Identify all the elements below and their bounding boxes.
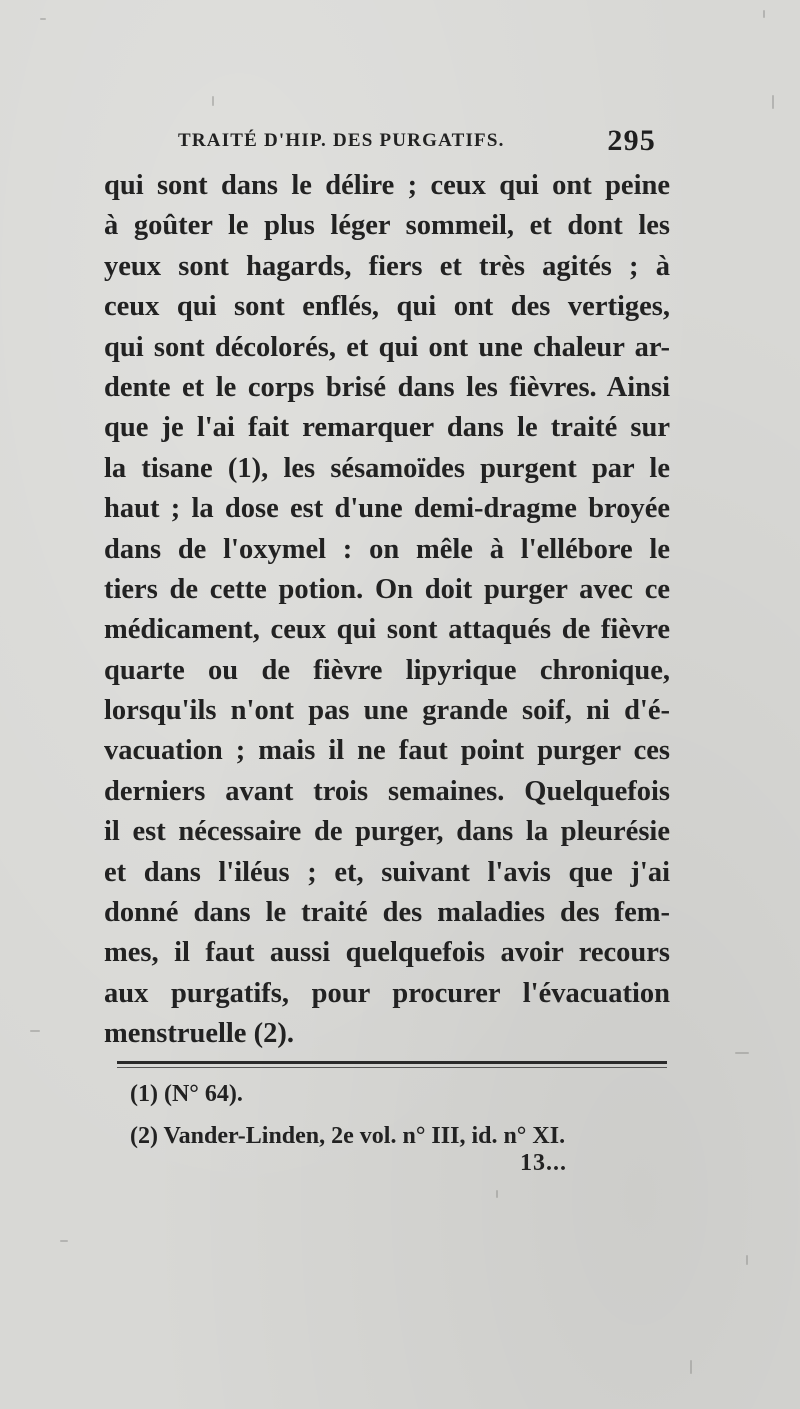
text-line: quarte ou de fièvre lipyrique chronique, (104, 654, 670, 686)
text-line: médicament, ceux qui sont attaqués de fièvre (104, 614, 670, 646)
text-line: derniers avant trois semaines. Quelquefois (104, 775, 670, 807)
paper-speck (496, 1190, 498, 1198)
footnote-rule-thin (117, 1067, 667, 1068)
paper-speck (772, 95, 774, 109)
text-line: mes, il faut aussi quelquefois avoir recours (104, 937, 670, 969)
text-line: la tisane (1), les sésamoïdes purgent par le (104, 452, 670, 484)
text-line: dans de l'oxymel : on mêle à l'ellébore le (104, 533, 670, 565)
footnote-rule (117, 1061, 667, 1064)
paper-speck (60, 1240, 68, 1242)
text-line: qui sont décolorés, et qui ont une chaleur ar- (104, 331, 670, 363)
paper-speck (746, 1255, 748, 1265)
text-line: vacuation ; mais il ne faut point purger ces (104, 735, 670, 767)
paper-speck (763, 10, 765, 18)
paper-speck (30, 1030, 40, 1032)
catchword: 13... (520, 1150, 567, 1176)
text-line: dente et le corps brisé dans les fièvres. Ainsi (104, 371, 670, 403)
text-line: lorsqu'ils n'ont pas une grande soif, ni d'é- (104, 695, 670, 727)
page-number: 295 (607, 124, 656, 157)
text-line: ceux qui sont enflés, qui ont des vertiges, (104, 291, 670, 323)
paper-speck (690, 1360, 692, 1374)
text-line: menstruelle (2). (104, 1018, 294, 1050)
text-line: donné dans le traité des maladies des fem- (104, 897, 670, 929)
footnotes (130, 1073, 670, 1157)
text-line: qui sont dans le délire ; ceux qui ont peine (104, 170, 670, 201)
text-line: tiers de cette potion. On doit purger avec ce (104, 573, 670, 605)
text-line: haut ; la dose est d'une demi-dragme broyée (104, 493, 670, 525)
footnote: (2) Vander-Linden, 2e vol. n° III, id. n° XI. (130, 1123, 566, 1149)
paper-speck (212, 96, 214, 106)
running-title: TRAITÉ D'HIP. DES PURGATIFS. (178, 130, 505, 151)
text-line: que je l'ai fait remarquer dans le traité sur (104, 412, 670, 444)
body-text (104, 166, 670, 1055)
text-line: il est nécessaire de purger, dans la pleurésie (104, 816, 670, 848)
text-line: yeux sont hagards, fiers et très agités ; à (104, 250, 670, 282)
text-line: aux purgatifs, pour procurer l'évacuation (104, 977, 670, 1009)
paper-speck (40, 18, 46, 20)
footnote: (1) (N° 64). (130, 1081, 243, 1107)
paper-speck (735, 1052, 749, 1054)
text-line: à goûter le plus léger sommeil, et dont les (104, 210, 670, 242)
text-line: et dans l'iléus ; et, suivant l'avis que j'ai (104, 856, 670, 888)
running-head (178, 124, 658, 160)
